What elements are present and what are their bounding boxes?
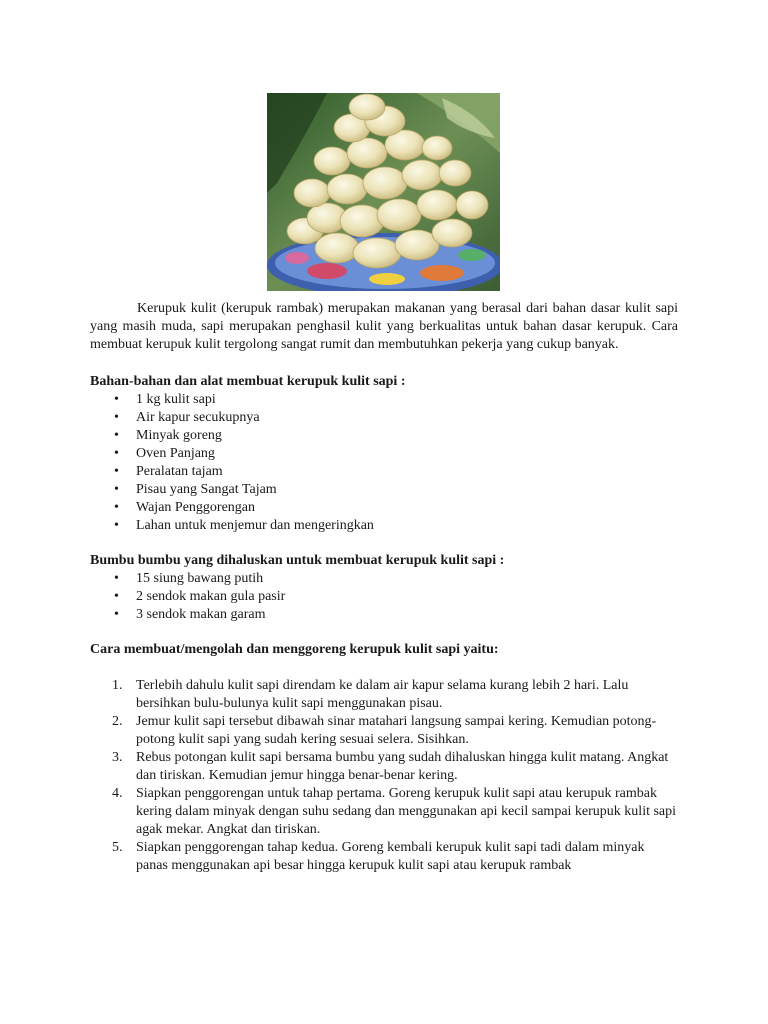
bullet-icon: • [114, 410, 119, 425]
bumbu-heading: Bumbu bumbu yang dihaluskan untuk membuat kerupuk kulit sapi : [90, 553, 505, 568]
list-item: • Lahan untuk menjemur dan mengeringkan [114, 518, 374, 533]
cara-steps-list [90, 677, 678, 875]
bullet-icon: • [114, 607, 119, 622]
list-item: • 3 sendok makan garam [114, 607, 266, 622]
step-item: 5. Siapkan penggorengan tahap kedua. Goreng kembali kerupuk kulit sapi tadi dalam minyak panas menggunakan api besar hingga kerupuk kulit sapi atau kerupuk rambak [112, 840, 645, 873]
intro-paragraph: Kerupuk kulit (kerupuk rambak) merupakan makanan yang berasal dari bahan dasar kulit sapi yang masih muda, sapi merupakan penghasil kulit yang berkualitas untuk bahan dasar kerupuk. Cara membuat kerupuk kulit tergolong sangat rumit dan membutuhkan pekerja yang cukup banyak. [90, 301, 678, 352]
bahan-list [90, 391, 678, 535]
list-item: • Air kapur secukupnya [114, 410, 260, 425]
list-item: • 15 siung bawang putih [114, 571, 264, 586]
list-item: • Wajan Penggorengan [114, 500, 255, 515]
bahan-heading: Bahan-bahan dan alat membuat kerupuk kulit sapi : [90, 374, 406, 389]
step-item: 4. Siapkan penggorengan untuk tahap pertama. Goreng kerupuk kulit sapi atau kerupuk rambak kering dalam minyak dengan suhu sedang dan menggunakan api kecil sampai kerupuk kulit sapi agak mekar. Angkat dan tiriskan. [112, 786, 677, 837]
bullet-icon: • [114, 446, 119, 461]
list-item: • Minyak goreng [114, 428, 222, 443]
step-item: 3. Rebus potongan kulit sapi bersama bumbu yang sudah dihaluskan hingga kulit matang. Angkat dan tiriskan. Kemudian jemur hingga benar-benar kering. [112, 750, 669, 783]
list-item: • Peralatan tajam [114, 464, 223, 479]
list-item: • 1 kg kulit sapi [114, 392, 216, 407]
bullet-icon: • [114, 464, 119, 479]
bullet-icon: • [114, 571, 119, 586]
bullet-icon: • [114, 518, 119, 533]
cara-heading: Cara membuat/mengolah dan menggoreng kerupuk kulit sapi yaitu: [90, 642, 499, 657]
step-item: 1. Terlebih dahulu kulit sapi direndam ke dalam air kapur selama kurang lebih 2 hari. Lalu bersihkan bulu-bulunya kulit sapi menggunakan pisau. [112, 678, 629, 711]
list-item: • Oven Panjang [114, 446, 215, 461]
bullet-icon: • [114, 428, 119, 443]
bullet-icon: • [114, 500, 119, 515]
kerupuk-kulit-photo [267, 93, 500, 291]
bumbu-list [90, 570, 678, 624]
list-item: • 2 sendok makan gula pasir [114, 589, 286, 604]
article-body [90, 300, 678, 875]
bullet-icon: • [114, 589, 119, 604]
list-item: • Pisau yang Sangat Tajam [114, 482, 277, 497]
step-item: 2. Jemur kulit sapi tersebut dibawah sinar matahari langsung sampai kering. Kemudian potong-potong kulit sapi yang sudah kering sesuai selera. Sisihkan. [112, 714, 657, 747]
bullet-icon: • [114, 392, 119, 407]
bullet-icon: • [114, 482, 119, 497]
